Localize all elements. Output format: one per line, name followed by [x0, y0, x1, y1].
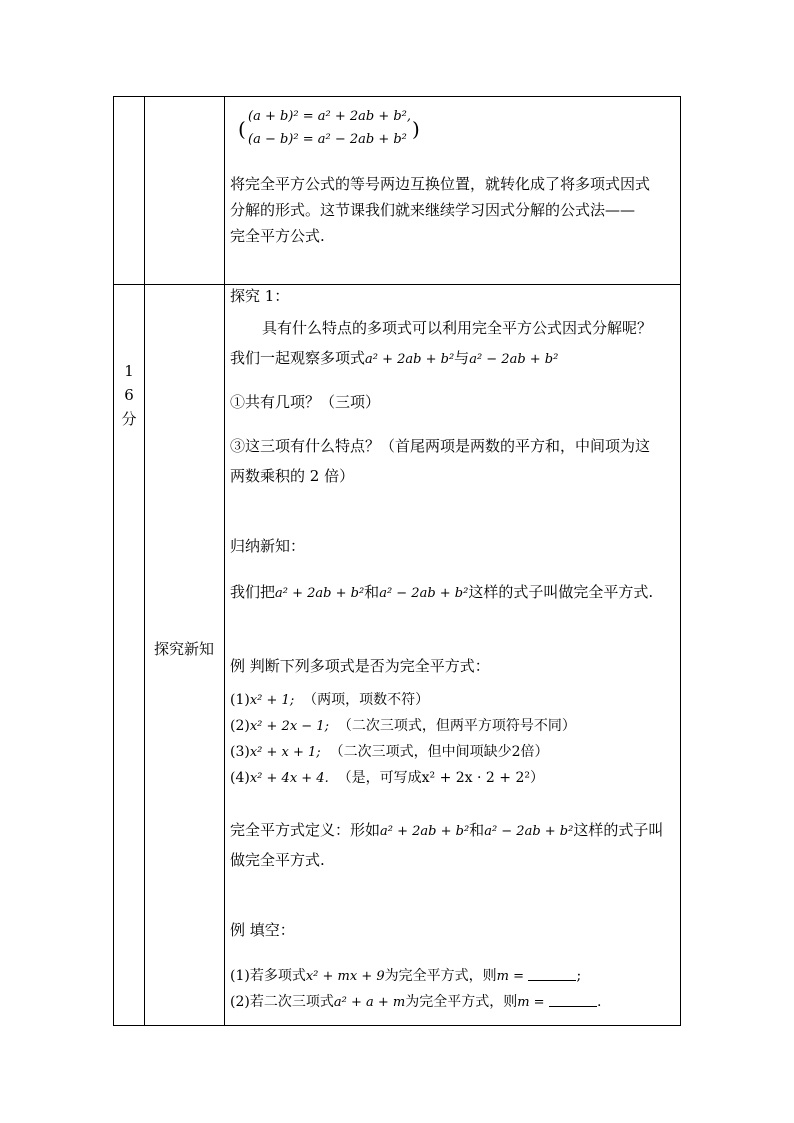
- intro-paragraph-line: 将完全平方公式的等号两边互换位置，就转化成了将多项式因式: [230, 175, 651, 193]
- formula-square-diff: (a − b)² = a² − 2ab + b²: [248, 132, 407, 147]
- explore-title: 探究 1：: [230, 287, 290, 305]
- observe-mid: 与: [454, 349, 470, 367]
- fill-expression: x² + mx + 9: [305, 969, 385, 984]
- example-1-item: [230, 739, 672, 766]
- fill-variable: m =: [496, 969, 524, 984]
- lesson-table: [113, 96, 681, 1026]
- item-number: (1): [230, 692, 250, 708]
- item-expression: x² + 2x − 1;: [249, 719, 329, 734]
- example-2-title: 例 填空：: [230, 921, 295, 939]
- left-bracket: (: [238, 117, 246, 141]
- question-1: ①共有几项？（三项）: [230, 393, 381, 411]
- item-expression: x² + 1;: [249, 693, 295, 708]
- item-expression: x² + x + 1;: [249, 745, 321, 760]
- item-note: （是，可写成x² + 2x · 2 + 2²）: [337, 770, 544, 786]
- formula-square-sum: (a + b)² = a² + 2ab + b²,: [248, 109, 412, 124]
- item-note: （二次三项式，但中间项缺少2倍）: [329, 744, 549, 760]
- row1-content: [230, 105, 672, 275]
- intro-paragraph-line: 完全平方公式.: [230, 227, 325, 245]
- summary-title: 归纳新知：: [230, 537, 306, 555]
- definition-expr-2: a² − 2ab + b²: [484, 824, 574, 839]
- question-3-line: ③这三项有什么特点？（首尾两项是两数的平方和，中间项为这: [230, 437, 651, 455]
- definition-line: [230, 817, 672, 845]
- fill-end: ;: [576, 968, 582, 984]
- row2-content: [230, 283, 672, 1023]
- fill-variable: m =: [517, 995, 545, 1010]
- item-number: (2): [230, 718, 250, 734]
- time-digit: 6: [124, 386, 134, 404]
- table-column-divider: [224, 97, 225, 1025]
- answer-blank[interactable]: [549, 992, 597, 1007]
- time-unit: 分: [121, 410, 137, 428]
- item-expression: x² + 4x + 4.: [249, 771, 329, 786]
- example-1-item: [230, 687, 672, 714]
- fill-mid: 为完全平方式，则: [405, 994, 518, 1010]
- summary-line: [230, 579, 672, 607]
- observe-line: [230, 345, 672, 373]
- observe-expr-2: a² − 2ab + b²: [469, 352, 559, 367]
- definition-and: 和: [469, 821, 485, 839]
- table-column-divider: [144, 97, 145, 1025]
- summary-expr-2: a² − 2ab + b²: [379, 586, 469, 601]
- summary-prefix: 我们把: [230, 583, 276, 601]
- fill-mid: 为完全平方式，则: [384, 968, 497, 984]
- time-cell: [114, 359, 144, 431]
- definition-suffix: 这样的式子叫: [573, 821, 664, 839]
- fill-prefix: (1)若多项式: [230, 968, 306, 984]
- fill-blank-item: [230, 989, 672, 1016]
- item-note: （两项，项数不符）: [303, 692, 430, 708]
- definition-expr-1: a² + 2ab + b²: [380, 824, 470, 839]
- observe-prefix: 我们一起观察多项式: [230, 349, 366, 367]
- right-bracket: ): [412, 117, 420, 141]
- question-3-line: 两数乘积的 2 倍）: [230, 467, 355, 485]
- item-number: (3): [230, 744, 250, 760]
- observe-expr-1: a² + 2ab + b²: [365, 352, 455, 367]
- explore-question: 具有什么特点的多项式可以利用完全平方公式因式分解呢？: [262, 319, 653, 337]
- stage-cell: 探究新知: [153, 640, 214, 658]
- example-1-item: [230, 765, 672, 792]
- fill-blank-item: [230, 963, 672, 990]
- example-1-title: 例 判断下列多项式是否为完全平方式：: [230, 657, 490, 675]
- fill-end: .: [597, 994, 602, 1010]
- time-digit: 1: [124, 362, 134, 380]
- summary-suffix: 这样的式子叫做完全平方式.: [468, 583, 654, 601]
- fill-expression: a² + a + m: [333, 995, 406, 1010]
- example-1-item: [230, 713, 672, 740]
- item-number: (4): [230, 770, 250, 786]
- definition-line-2: 做完全平方式.: [230, 851, 325, 869]
- fill-prefix: (2)若二次三项式: [230, 994, 334, 1010]
- summary-and: 和: [364, 583, 380, 601]
- answer-blank[interactable]: [528, 966, 576, 981]
- summary-expr-1: a² + 2ab + b²: [275, 586, 365, 601]
- definition-prefix: 完全平方式定义：形如: [230, 821, 381, 839]
- item-note: （二次三项式，但两平方项符号不同）: [337, 718, 576, 734]
- intro-paragraph-line: 分解的形式。这节课我们就来继续学习因式分解的公式法——: [230, 201, 636, 219]
